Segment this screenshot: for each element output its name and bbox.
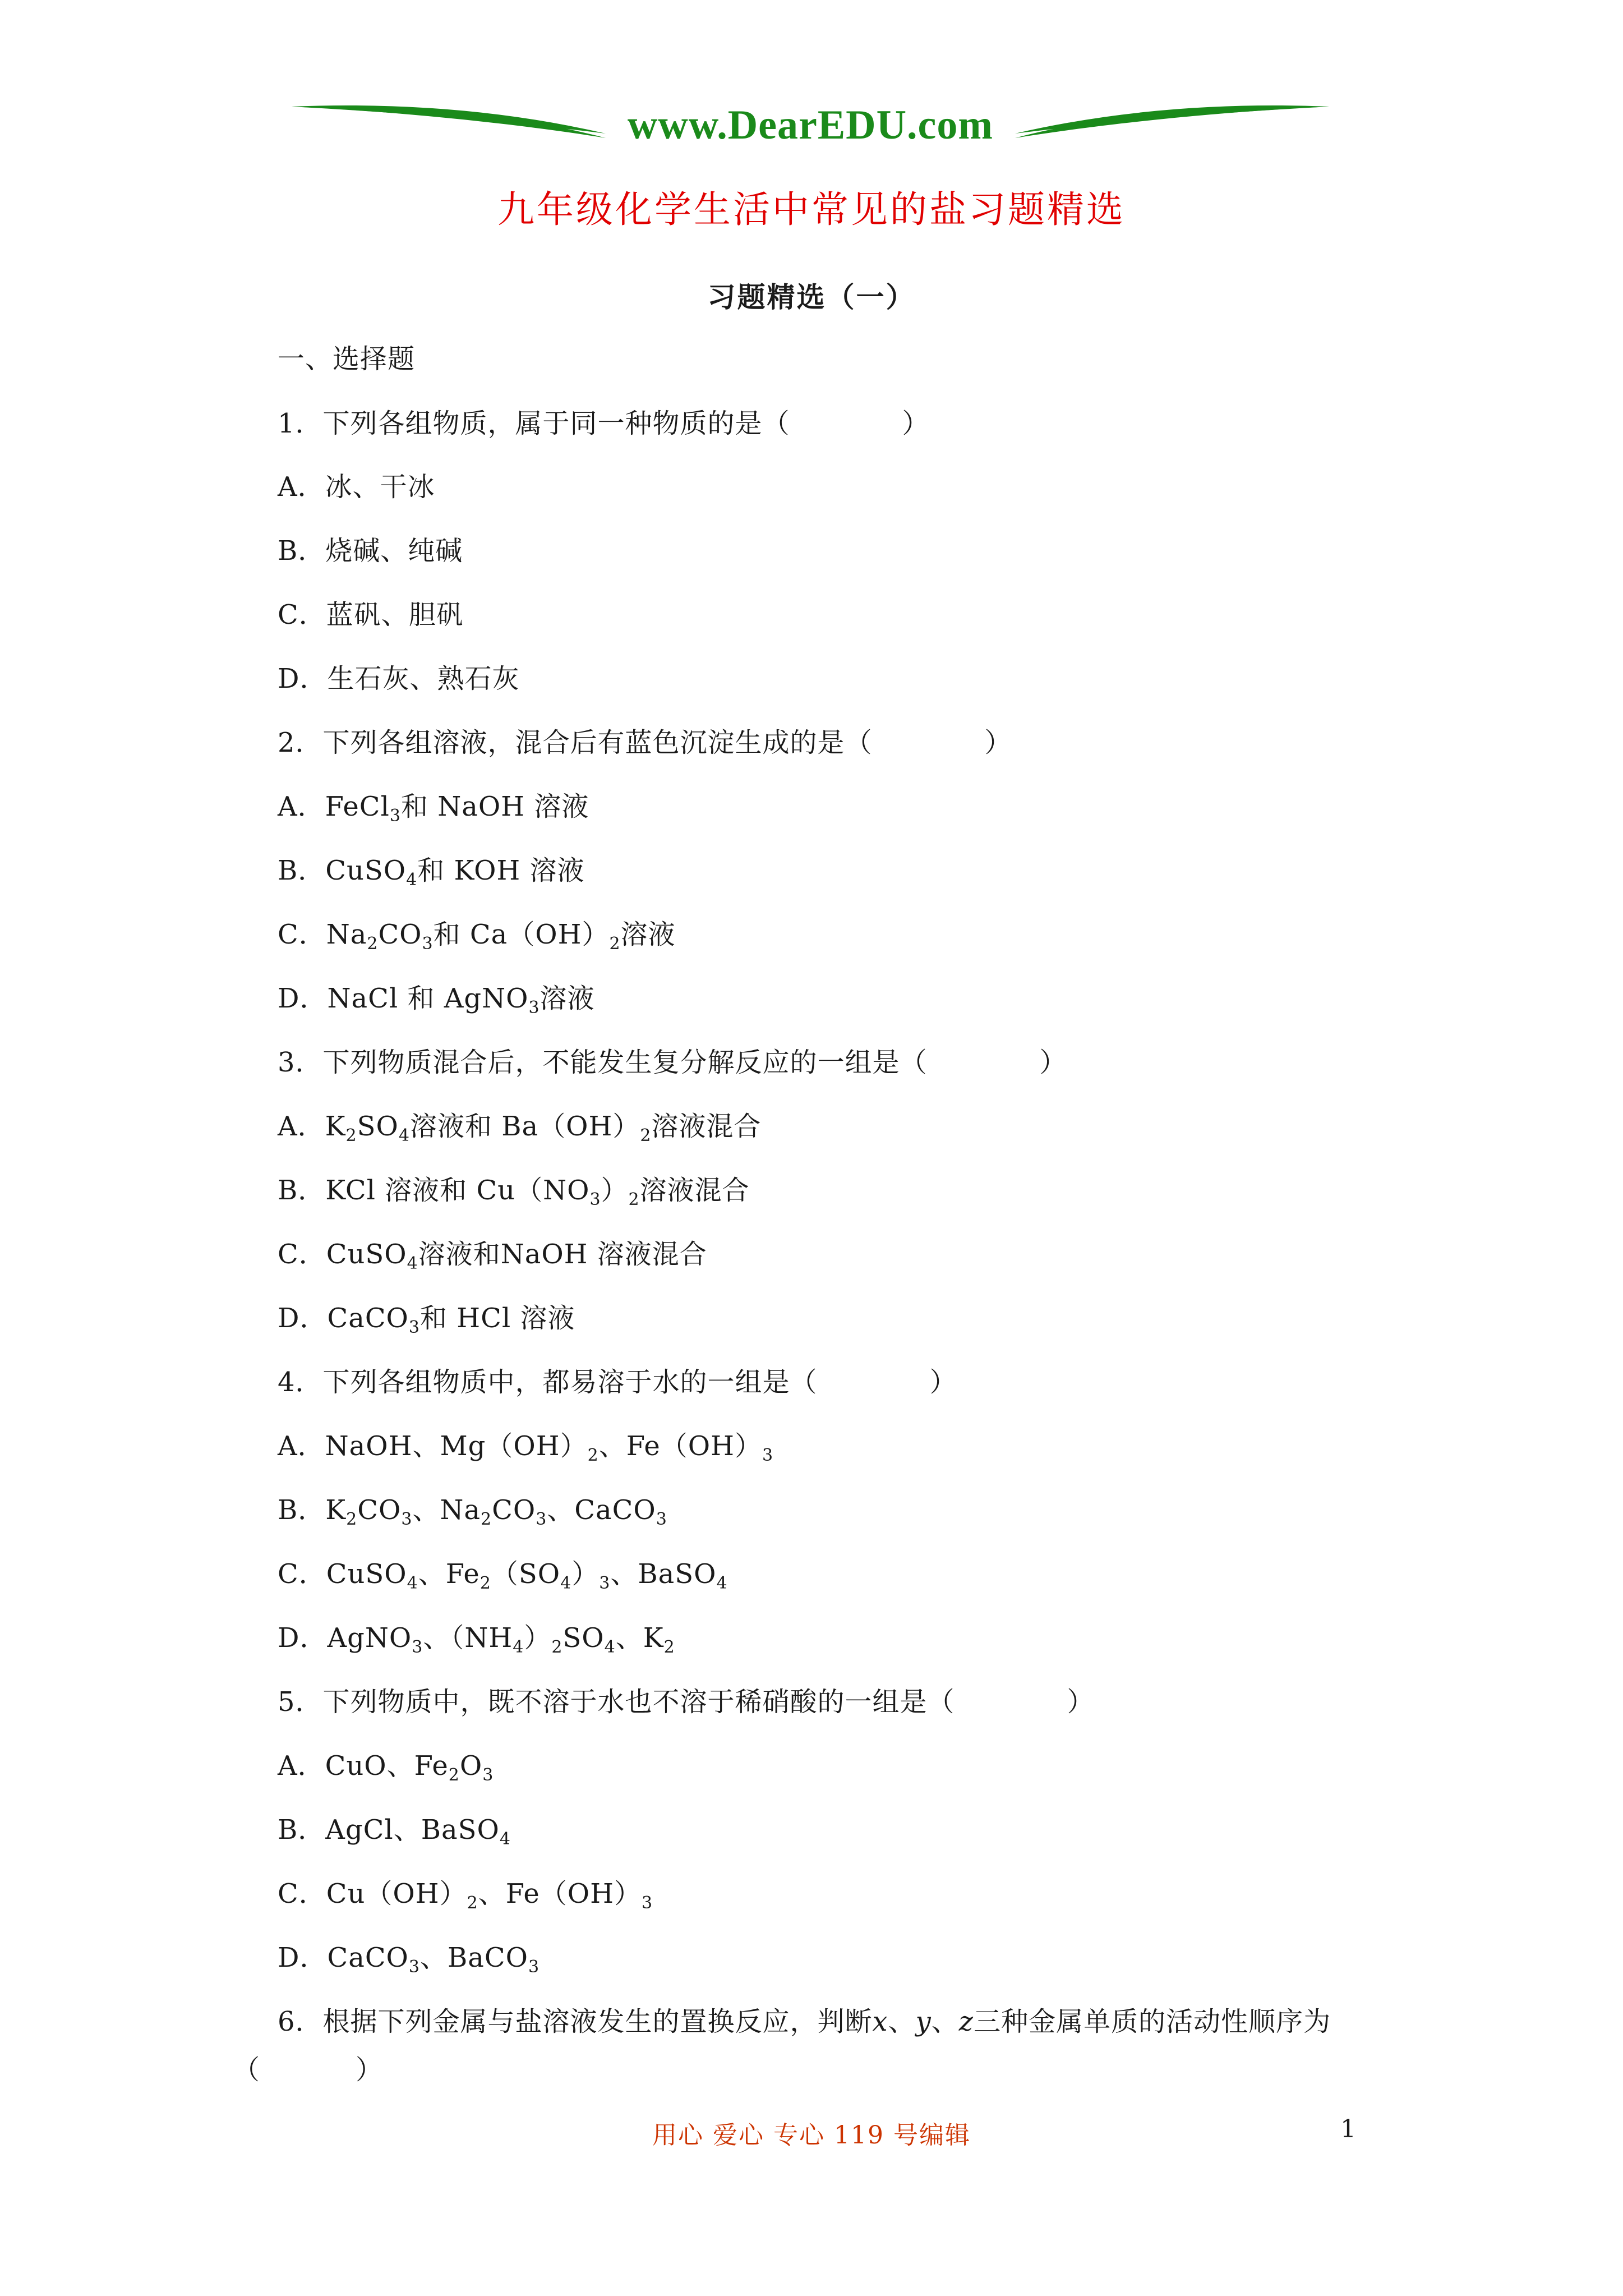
q2-option-d: D．NaCl 和 AgNO$_3$溶液 (278, 983, 595, 1018)
q3-option-a: A．$K_2SO_4$溶液和 $Ba(OH)_2$溶液混合 (278, 1111, 762, 1145)
page-number: 1 (1340, 2115, 1356, 2143)
variable-y: y (915, 2006, 932, 2037)
question-3 (278, 1046, 1067, 1079)
q1-option-d: D．生石灰、熟石灰 (278, 663, 520, 694)
page-footer: 用心 爱心 专心 119 号编辑 (652, 2121, 971, 2150)
q5-option-d: D．CaCO$_3$、BaCO$_3$ (278, 1942, 540, 1977)
question-2 (278, 726, 1012, 760)
q5-option-c: C．$Cu(OH)_2$、$Fe(OH)_3$ (278, 1878, 653, 1913)
question-5 (278, 1685, 1095, 1719)
question-stem: 1．下列各组物质，属于同一种物质的是（ (278, 408, 790, 439)
answer-paren-close: ） (1039, 1047, 1067, 1078)
q5-option-a: A．CuO、$Fe_2O_3$ (278, 1750, 494, 1785)
page-title: 九年级化学生活中常见的盐习题精选 (497, 188, 1126, 231)
question-4 (278, 1365, 957, 1399)
answer-paren-close: ） (984, 727, 1012, 758)
question-6-continuation: （ ） (233, 2054, 384, 2086)
question-6: 6．根据下列金属与盐溶液发生的置换反应，判断x、y、z三种金属单质的活动性顺序为 (278, 2006, 1331, 2037)
q2-option-b: B．CuSO$_4$和 KOH 溶液 (278, 855, 585, 890)
question-stem: 2．下列各组溶液，混合后有蓝色沉淀生成的是（ (278, 727, 873, 758)
q1-option-c: C．蓝矾、胆矾 (278, 599, 464, 631)
answer-paren-close: ） (902, 408, 930, 439)
question-stem: 3．下列物质混合后，不能发生复分解反应的一组是（ (278, 1047, 928, 1078)
answer-paren-close: ） (929, 1366, 957, 1398)
q2-option-c: C．$Na_2CO_3$和 $Ca(OH)_2$溶液 (278, 919, 676, 954)
question-stem: 4．下列各组物质中，都易溶于水的一组是（ (278, 1366, 818, 1398)
section-heading: 一、选择题 (278, 343, 416, 375)
answer-paren-close: ） (1067, 1686, 1095, 1718)
question-stem: 5．下列物质中，既不溶于水也不溶于稀硝酸的一组是（ (278, 1686, 955, 1718)
q4-option-a: A．NaOH、$Mg(OH)_2$、$Fe(OH)_3$ (278, 1430, 774, 1465)
q2-option-a: A．FeCl$_3$和 NaOH 溶液 (278, 791, 589, 826)
q5-option-b: B．AgCl、BaSO$_4$ (278, 1814, 511, 1849)
q3-option-c: C．CuSO$_4$溶液和NaOH 溶液混合 (278, 1239, 707, 1273)
variable-z: z (958, 2006, 974, 2037)
variable-x: x (872, 2006, 888, 2037)
header-banner (292, 94, 1329, 156)
q1-option-b: B．烧碱、纯碱 (278, 535, 463, 567)
q4-option-c: C．CuSO$_4$、$Fe_2(SO_4)_3$、BaSO$_4$ (278, 1558, 728, 1593)
site-logo-text: www.DearEDU.com (627, 102, 994, 148)
q4-option-b: B．$K_2CO_3$、$Na_2CO_3$、CaCO$_3$ (278, 1494, 667, 1529)
question-1 (278, 407, 930, 440)
q1-option-a: A．冰、干冰 (278, 471, 435, 503)
q4-option-d: D．AgNO$_3$、$(NH_4)_2SO_4$、$K_2$ (278, 1622, 675, 1657)
page-subtitle: 习题精选（一） (707, 280, 916, 314)
q3-option-d: D．CaCO$_3$和 HCl 溶液 (278, 1303, 575, 1337)
q3-option-b: B．KCl 溶液和 $Cu(NO_3)_2$溶液混合 (278, 1175, 750, 1209)
